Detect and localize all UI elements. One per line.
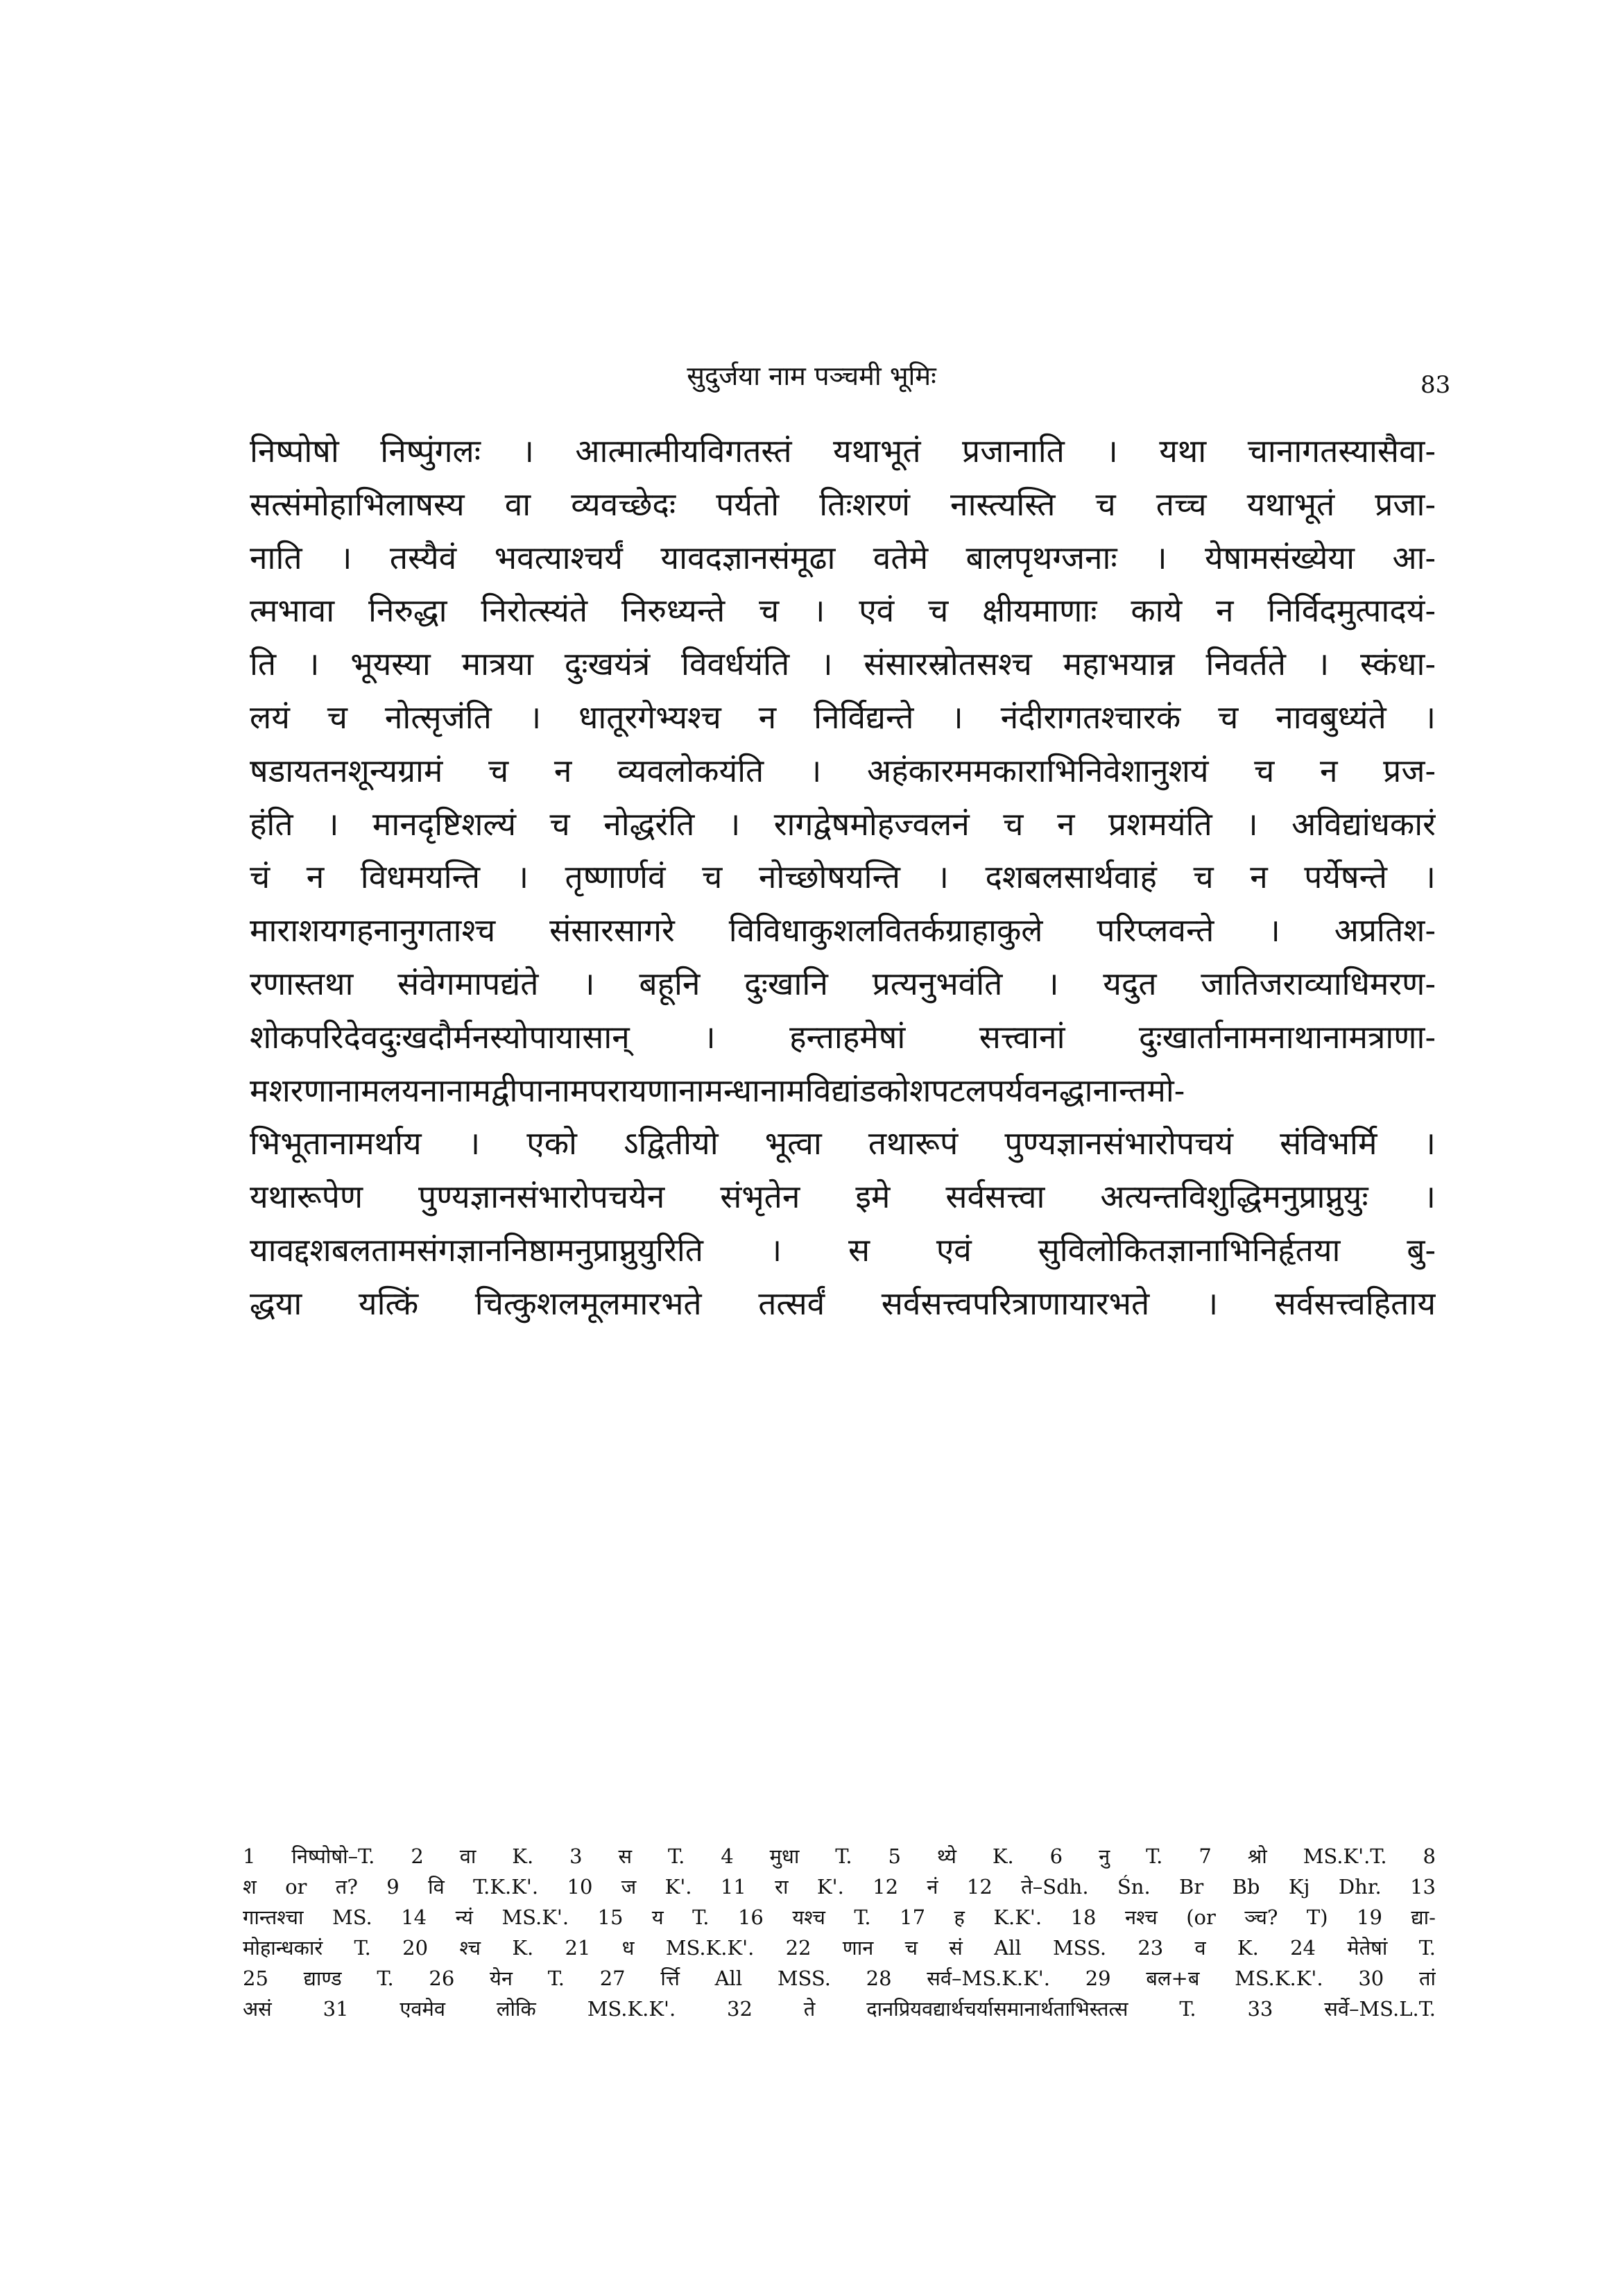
footnote-line: गान्तश्चा MS. 14 न्यं MS.K'. 15 य T. 16 यश्च T. 17 ह K.K'. 18 नश्च (or ञ्च? T) 19 द्या-: [243, 1905, 1436, 1929]
running-head: सुदुर्जया नाम पञ्चमी भूमिः: [687, 361, 936, 391]
footnote-line: असं 31 एवमेव लोकि MS.K.K'. 32 ते दानप्रियवद्यार्थचर्यासमानार्थताभिस्तत्स T. 33 सर्वे–MS.L.T.: [243, 1997, 1436, 2021]
text-line: सत्संमोहाभिलाषस्य वा व्यवच्छेदः पर्यतो तिःशरणं नास्त्यस्ति च तच्च यथाभूतं प्रजा-: [250, 485, 1436, 523]
text-line: हंति । मानदृष्टिशल्यं च नोद्धरंति । रागद्वेषमोहज्वलनं च न प्रशमयंति । अविद्यांधकारं: [250, 805, 1436, 843]
text-line: यावद्दशबलतामसंगज्ञाननिष्ठामनुप्राप्नुयुरिति । स एवं सुविलोकितज्ञानाभिनिर्हृतया बु-: [250, 1231, 1436, 1269]
text-line: भिभूतानामर्थाय । एको ऽद्वितीयो भूत्वा तथारूपं पुण्यज्ञानसंभारोपचयं संविभर्मि ।: [250, 1124, 1436, 1163]
footnote-line: 25 द्याण्ड T. 26 येन T. 27 र्त्ति All MSS. 28 सर्व–MS.K.K'. 29 बल+ब MS.K.K'. 30 तां: [243, 1967, 1436, 1990]
footnote-line: 1 निष्पोषो–T. 2 वा K. 3 स T. 4 मुधा T. 5 थ्ये K. 6 नु T. 7 श्रो MS.K'.T. 8: [243, 1844, 1436, 1868]
text-line: षडायतनशून्यग्रामं च न व्यवलोकयंति । अहंकारममकाराभिनिवेशानुशयं च न प्रज-: [250, 751, 1436, 789]
text-line: द्धया यत्किं चित्कुशलमूलमारभते तत्सर्वं सर्वसत्त्वपरित्राणायारभते । सर्वसत्त्वहिताय: [250, 1284, 1436, 1322]
text-line: त्मभावा निरुद्धा निरोत्स्यंते निरुध्यन्ते च । एवं च क्षीयमाणाः काये न निर्विदमुत्पादयं-: [250, 592, 1436, 630]
text-line: मशरणानामलयनानामद्वीपानामपरायणानामन्धानामविद्यांडकोशपटलपर्यवनद्धानान्तमो-: [250, 1071, 1185, 1109]
page-number: 83: [1420, 371, 1451, 399]
text-line: नाति । तस्यैवं भवत्याश्चर्यं यावदज्ञानसंमूढा वतेमे बालपृथग्जनाः । येषामसंख्येया आ-: [250, 538, 1436, 576]
text-line: यथारूपेण पुण्यज्ञानसंभारोपचयेन संभृतेन इमे सर्वसत्त्वा अत्यन्तविशुद्धिमनुप्राप्नुयुः ।: [250, 1178, 1436, 1216]
text-line: निष्पोषो निष्पुंगलः । आत्मात्मीयविगतस्तं यथाभूतं प्रजानाति । यथा चानागतस्यासैवा-: [250, 432, 1436, 470]
text-line: ति । भूयस्या मात्रया दुःखयंत्रं विवर्धयंति । संसारस्रोतसश्च महाभयान्न निवर्तते । स्कंधा-: [250, 645, 1436, 683]
footnote-line: श or त? 9 वि T.K.K'. 10 ज K'. 11 रा K'. 12 नं 12 ते–Sdh. Śn. Br Bb Kj Dhr. 13: [243, 1875, 1436, 1899]
text-line: रणास्तथा संवेगमापद्यंते । बहूनि दुःखानि प्रत्यनुभवंति । यदुत जातिजराव्याधिमरण-: [250, 964, 1436, 1002]
text-line: चं न विधमयन्ति । तृष्णार्णवं च नोच्छोषयन्ति । दशबलसार्थवाहं च न पर्येषन्ते ।: [250, 858, 1436, 896]
text-line: लयं च नोत्सृजंति । धातूरगेभ्यश्च न निर्विद्यन्ते । नंदीरागतश्चारकं च नावबुध्यंते ।: [250, 698, 1436, 736]
footnotes: [243, 1841, 1436, 2024]
text-line: माराशयगहनानुगताश्च संसारसागरे विविधाकुशलवितर्कग्राहाकुले परिप्लवन्ते । अप्रतिश-: [250, 911, 1436, 950]
footnote-line: मोहान्धकारं T. 20 श्च K. 21 ध MS.K.K'. 22 णान च सं All MSS. 23 व K. 24 मेतेषां T.: [243, 1936, 1436, 1960]
text-line: शोकपरिदेवदुःखदौर्मनस्योपायासान् । हन्ताहमेषां सत्त्वानां दुःखार्तानामनाथानामत्राणा-: [250, 1018, 1436, 1056]
body-text: [250, 425, 1436, 1330]
